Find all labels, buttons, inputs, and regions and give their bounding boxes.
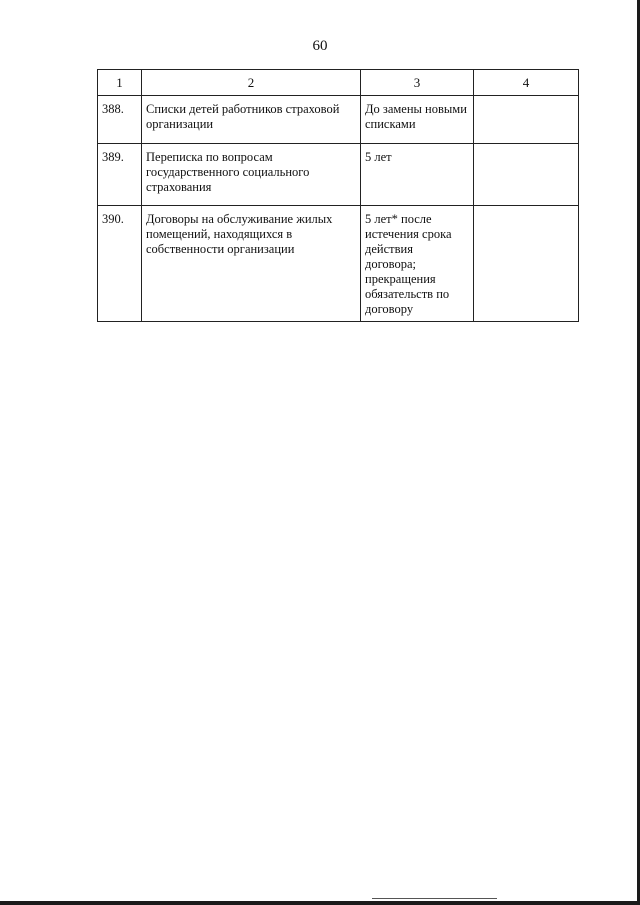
row-notes [474,144,579,206]
records-table [97,69,579,322]
row-number: 388. [98,96,142,144]
table-row [98,206,579,322]
row-notes [474,96,579,144]
row-number: 390. [98,206,142,322]
row-retention: 5 лет [361,144,474,206]
row-description: Переписка по вопросам государственного социального страхования [142,144,361,206]
page-number: 60 [312,38,328,54]
header-col-2: 2 [142,70,361,96]
row-retention: 5 лет* после истечения срока действия договора; прекращения обязательств по договору [361,206,474,322]
header-col-4: 4 [474,70,579,96]
table-row [98,144,579,206]
table-header-row [98,70,579,96]
header-col-3: 3 [361,70,474,96]
table-row [98,96,579,144]
row-notes [474,206,579,322]
row-description: Договоры на обслуживание жилых помещений, находящихся в собственности организации [142,206,361,322]
row-retention: До замены новыми списками [361,96,474,144]
scan-artifact-line [372,898,497,899]
scan-edge-bottom [0,901,640,905]
row-description: Списки детей работников страховой организации [142,96,361,144]
row-number: 389. [98,144,142,206]
header-col-1: 1 [98,70,142,96]
